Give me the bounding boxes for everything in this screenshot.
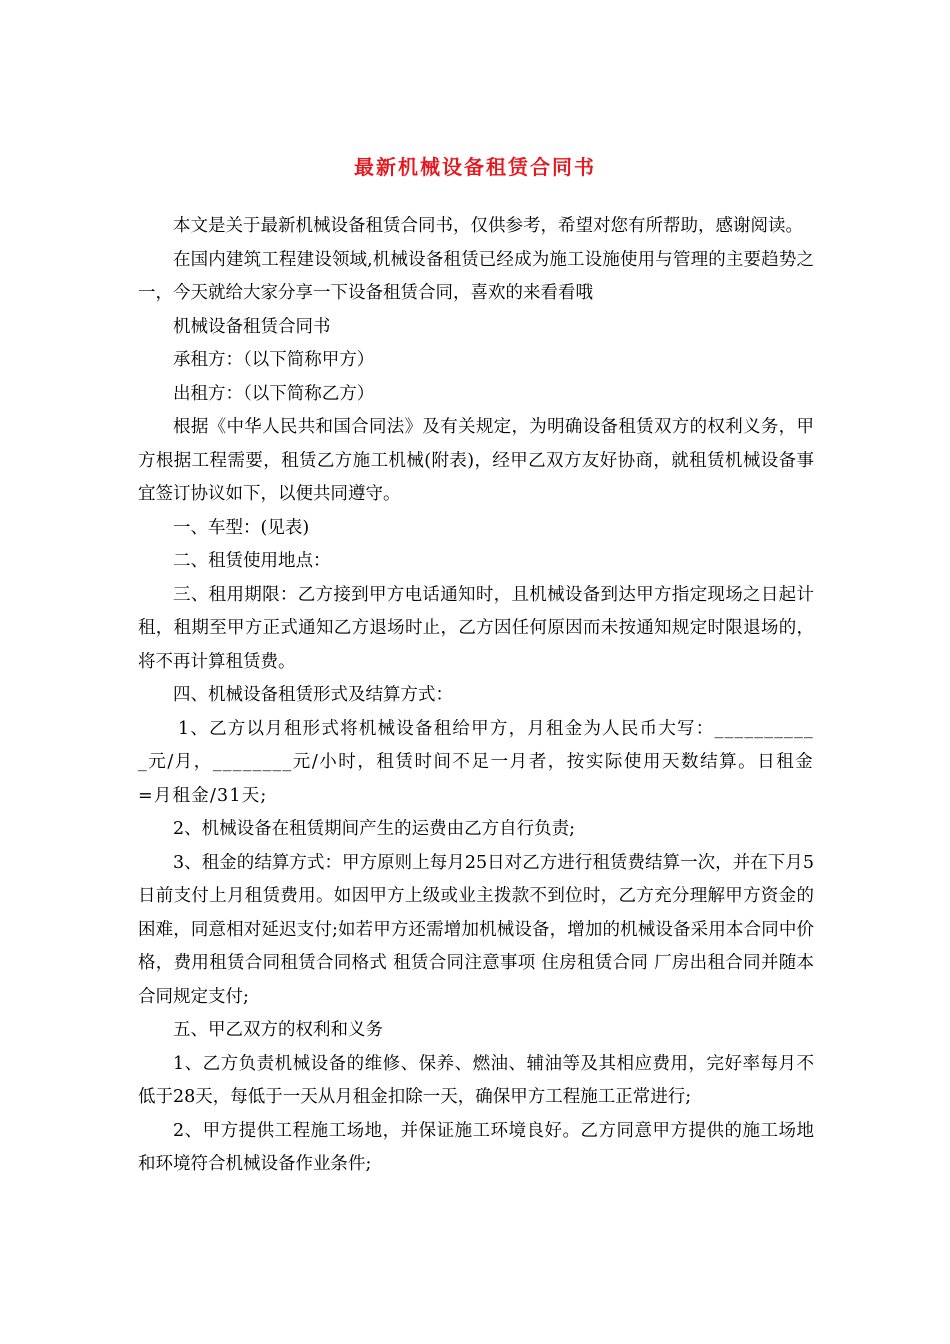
section-vehicle-type: 一、车型：(见表): [173, 517, 310, 538]
section-rights-heading: 五、甲乙双方的权利和义务: [173, 1020, 383, 1040]
payment-clause-3: 3、租金的结算方式：甲方原则上每月25日对乙方进行租赁费结算一次，并在下月5日前支付上月租赁费用。如因甲方上级或业主拨款不到位时，乙方充分理解甲方资金的困难，同意相对延迟支付;如若甲方还需增加机械设备，增加的机械设备采用本合同中价格，费用租赁合同租赁合同格式 租赁合同注意事项 住房租赁合同 厂房出租合同并随本合同规定支付;: [138, 852, 814, 1007]
contract-heading: 机械设备租赁合同书: [173, 316, 331, 337]
intro-paragraph: 本文是关于最新机械设备租赁合同书，仅供参考，希望对您有所帮助，感谢阅读。: [173, 216, 803, 236]
document-body: [138, 210, 814, 1182]
payment-clause-2: 2、机械设备在租赁期间产生的运费由乙方自行负责;: [173, 819, 576, 839]
rights-clause-1: 1、乙方负责机械设备的维修、保养、燃油、辅油等及其相应费用，完好率每月不低于28天，每低于一天从月租金扣除一天，确保甲方工程施工正常进行;: [138, 1053, 814, 1107]
lessor-line: 出租方：（以下简称乙方）: [173, 383, 375, 404]
preamble-paragraph: 根据《中华人民共和国合同法》及有关规定，为明确设备租赁双方的权利义务，甲方根据工程需要，租赁乙方施工机械(附表)，经甲乙双方友好协商，就租赁机械设备事宜签订协议如下，以便共同遵守。: [138, 417, 814, 504]
background-paragraph: 在国内建筑工程建设领域,机械设备租赁已经成为施工设施使用与管理的主要趋势之一，今天就给大家分享一下设备租赁合同，喜欢的来看看哦: [138, 249, 814, 303]
payment-clause-1: 1、乙方以月租形式将机械设备租给甲方，月租金为人民币大写：___________元/月，________元/小时，租赁时间不足一月者，按实际使用天数结算。日租金=月租金/31天;: [138, 718, 814, 806]
section-term: 三、租用期限：乙方接到甲方电话通知时，且机械设备到达甲方指定现场之日起计租，租期至甲方正式通知乙方退场时止，乙方因任何原因而未按通知规定时限退场的，将不再计算租赁费。: [138, 584, 814, 672]
document-title: 最新机械设备租赁合同书: [354, 155, 596, 179]
lessee-line: 承租方：（以下简称甲方）: [173, 350, 375, 370]
section-payment-heading: 四、机械设备租赁形式及结算方式：: [173, 685, 453, 705]
section-location: 二、租赁使用地点：: [173, 551, 331, 571]
rights-clause-2: 2、甲方提供工程施工场地，并保证施工环境良好。乙方同意甲方提供的施工场地和环境符合机械设备作业条件;: [138, 1120, 814, 1174]
